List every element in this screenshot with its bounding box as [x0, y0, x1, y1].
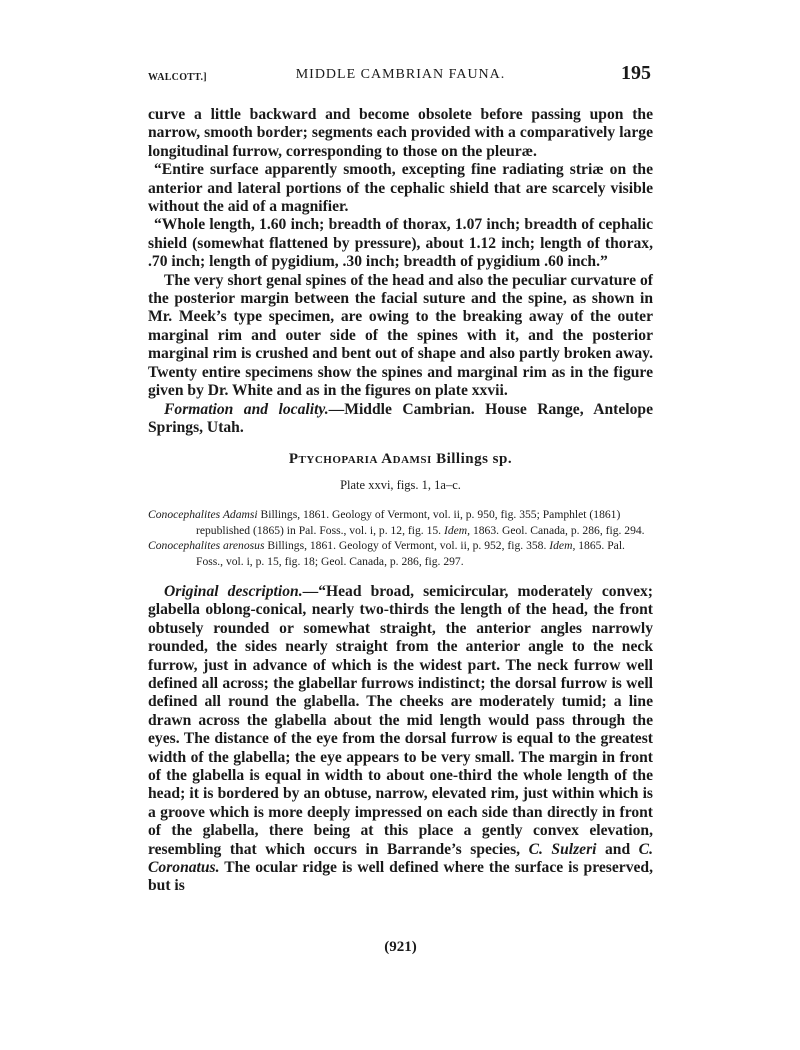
- paragraph-surface: “Entire surface apparently smooth, excepting fine radiating striæ on the anterior and lateral portions of the cephalic shield that are scarcely visible without the aid of a magnifier.: [148, 161, 653, 216]
- formation-label: Formation and locality.: [164, 400, 329, 418]
- species-author: Billings sp.: [436, 451, 513, 468]
- paragraph-formation: [148, 401, 653, 438]
- document-page: [148, 62, 653, 992]
- species-citation: C. Sulzeri: [528, 840, 597, 858]
- author-running-head: WALCOTT.]: [148, 72, 207, 83]
- paragraph-genal-spines: The very short genal spines of the head and also the peculiar curvature of the posterior margin between the facial suture and the spine, as shown in Mr. Meek’s type specimen, are owing to the breaking away of the outer marginal rim and outer side of the spines with it, and the posterior marginal rim is crushed and bent out of shape and also partly broken away. Twenty entire specimens show the spines and marginal rim as in the figure given by Dr. White and as in the figures on plate xxvii.: [148, 271, 653, 400]
- section-running-head: MIDDLE CAMBRIAN FAUNA.: [295, 67, 506, 82]
- paragraph-continuation: curve a little backward and become obsolete before passing upon the narrow, smooth border; segments each provided with a comparatively large longitudinal furrow, corresponding to those on the pleuræ.: [148, 106, 653, 160]
- species-heading: [148, 451, 653, 468]
- plate-reference: Plate xxvi, figs. 1, 1a–c.: [340, 478, 461, 493]
- body-text-upper: [148, 106, 653, 437]
- species-name: Ptychoparia Adamsi: [288, 451, 432, 468]
- body-text-lower: [148, 583, 653, 896]
- synonym-taxon: Conocephalites Adamsi: [148, 508, 258, 522]
- formation-text: —Middle Cambrian. House Range, Antelope Springs, Utah.: [148, 400, 653, 436]
- running-header: [148, 62, 653, 106]
- paragraph-original-description: Original description.—“Head broad, semicircular, moderately convex; glabella oblong-conical, nearly two-thirds the length of the head, the front obtusely rounded or somewhat straight, the anterior angles narrowly rounded, the sides nearly straight from the anterior angle to the neck furrow, just in advance of which is the widest part. The neck furrow well defined all across; the glabellar furrows indistinct; the dorsal furrow is well defined all round the glabella. The cheeks are moderately tumid; a line drawn across the glabella about the mid length would pass through the eyes. The distance of the eye from the dorsal furrow is equal to the greatest width of the glabella; the eye appears to be very small. The margin in front of the glabella is equal in width to about one-third the whole length of the head; it is bordered by an obtuse, narrow, elevated rim, just within which is a groove which is more deeply impressed on each side than directly in front of the glabella, there being at this place a gently convex elevation, resembling that which occurs in Barrande’s species, C. Sulzeri and C. Coronatus. The ocular ridge is well defined where the surface is preserved, but is: [148, 582, 653, 895]
- synonymy-entry: Conocephalites Adamsi Billings, 1861. Geology of Vermont, vol. ii, p. 950, fig. 355; Pamphlet (1861) republished (1865) in Pal. Foss., vol. i, p. 12, fig. 15. Idem, 1863. Geol. Canada, p. 286, fig. 294.: [148, 508, 645, 537]
- species-citation: C. Coronatus.: [148, 840, 653, 877]
- paragraph-measurements: “Whole length, 1.60 inch; breadth of thorax, 1.07 inch; breadth of cephalic shield (somewhat flattened by pressure), about 1.12 inch; length of thorax, .70 inch; length of pygidium, .30 inch; breadth of pygidium .60 inch.”: [148, 216, 653, 271]
- synonymy-entry: Conocephalites arenosus Billings, 1861. Geology of Vermont, vol. ii, p. 952, fig. 358. Idem, 1865. Pal. Foss., vol. i, p. 15, fig. 18; Geol. Canada, p. 286, fig. 297.: [148, 539, 625, 568]
- description-label: Original description.: [164, 582, 303, 600]
- page-number: 195: [621, 62, 651, 84]
- synonymy-list: [148, 507, 653, 569]
- bulletin-folio: (921): [384, 939, 417, 955]
- synonym-taxon: Conocephalites arenosus: [148, 539, 265, 553]
